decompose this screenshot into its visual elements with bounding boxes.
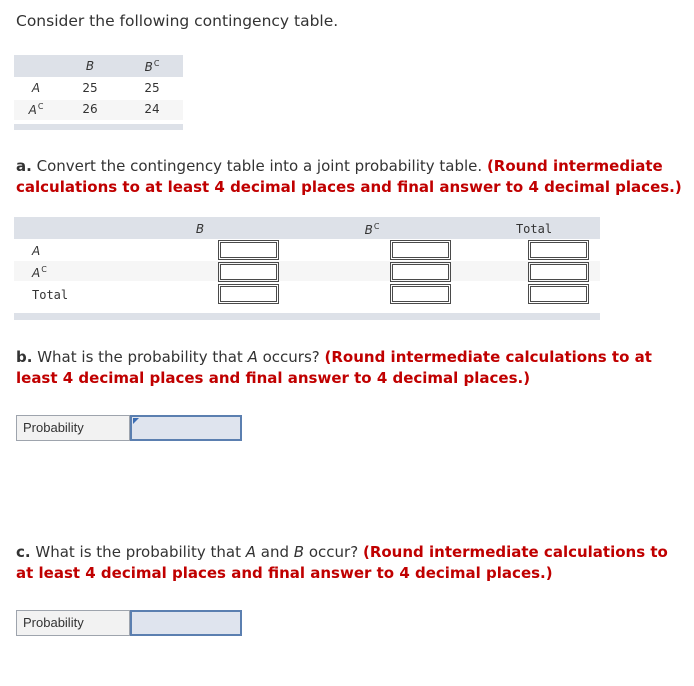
joint-row-total-label: Total — [32, 288, 69, 302]
question-b-text: What is the probability that — [37, 348, 243, 366]
joint-row-shade — [14, 261, 600, 281]
question-a-label: a. — [16, 157, 32, 175]
joint-row-a-label: A — [32, 244, 41, 258]
question-b-text-end: occurs? — [262, 348, 320, 366]
question-c-text: What is the probability that — [35, 543, 241, 561]
question-c — [16, 542, 688, 584]
question-b-label: b. — [16, 348, 33, 366]
question-a-note: (Round intermediate calculations to at least 4 decimal places and final answer to 4 decimal places.) — [16, 157, 682, 196]
joint-footer-bar — [14, 313, 600, 320]
contingency-col-b-complement: $B^C$ — [144, 59, 160, 74]
question-b — [16, 347, 688, 389]
intro-text: Consider the following contingency table. — [16, 12, 339, 30]
contingency-cell-ac-b: 26 — [82, 102, 98, 116]
question-a-text: Convert the contingency table into a joint probability table. — [36, 157, 483, 175]
input-ac-bc[interactable] — [392, 264, 449, 280]
question-c-event-1: A — [245, 543, 256, 561]
probability-label-b: Probability — [16, 415, 130, 441]
joint-col-total: Total — [515, 222, 553, 236]
answer-row-c — [16, 610, 242, 636]
question-b-event: A — [247, 348, 258, 366]
contingency-row-a-label: A — [31, 81, 41, 95]
probability-input-c[interactable] — [130, 610, 242, 636]
question-b-note: (Round intermediate calculations to at least 4 decimal places and final answer to 4 decimal places.) — [16, 348, 652, 387]
input-total-total[interactable] — [530, 286, 587, 302]
question-c-label: c. — [16, 543, 31, 561]
question-c-note: (Round intermediate calculations to at least 4 decimal places and final answer to 4 decimal places.) — [16, 543, 668, 582]
question-c-text-end: occur? — [308, 543, 359, 561]
joint-col-b-complement: $B^C$ — [364, 222, 380, 237]
contingency-cell-a-b: 25 — [82, 81, 98, 95]
question-c-event-2: B — [293, 543, 305, 561]
contingency-footer-bar — [14, 124, 183, 130]
input-a-bc[interactable] — [392, 242, 449, 258]
input-ac-b[interactable] — [220, 264, 277, 280]
contingency-col-b: B — [85, 59, 95, 73]
joint-row-ac-label: $A^C$ — [32, 265, 47, 280]
joint-col-b: B — [195, 222, 205, 236]
input-total-bc[interactable] — [392, 286, 449, 302]
input-ac-total[interactable] — [530, 264, 587, 280]
input-a-b[interactable] — [220, 242, 277, 258]
probability-input-b[interactable] — [130, 415, 242, 441]
question-c-text-mid: and — [260, 543, 290, 561]
probability-label-c: Probability — [16, 610, 130, 636]
answer-row-b — [16, 415, 242, 441]
contingency-cell-ac-bc: 24 — [144, 102, 160, 116]
contingency-cell-a-bc: 25 — [144, 81, 160, 95]
question-a — [16, 156, 688, 198]
flag-marker-icon — [133, 418, 139, 424]
contingency-row-ac-label: $A^C$ — [28, 102, 44, 117]
contingency-table — [14, 55, 183, 130]
joint-probability-table — [14, 217, 600, 320]
input-a-total[interactable] — [530, 242, 587, 258]
input-total-b[interactable] — [220, 286, 277, 302]
